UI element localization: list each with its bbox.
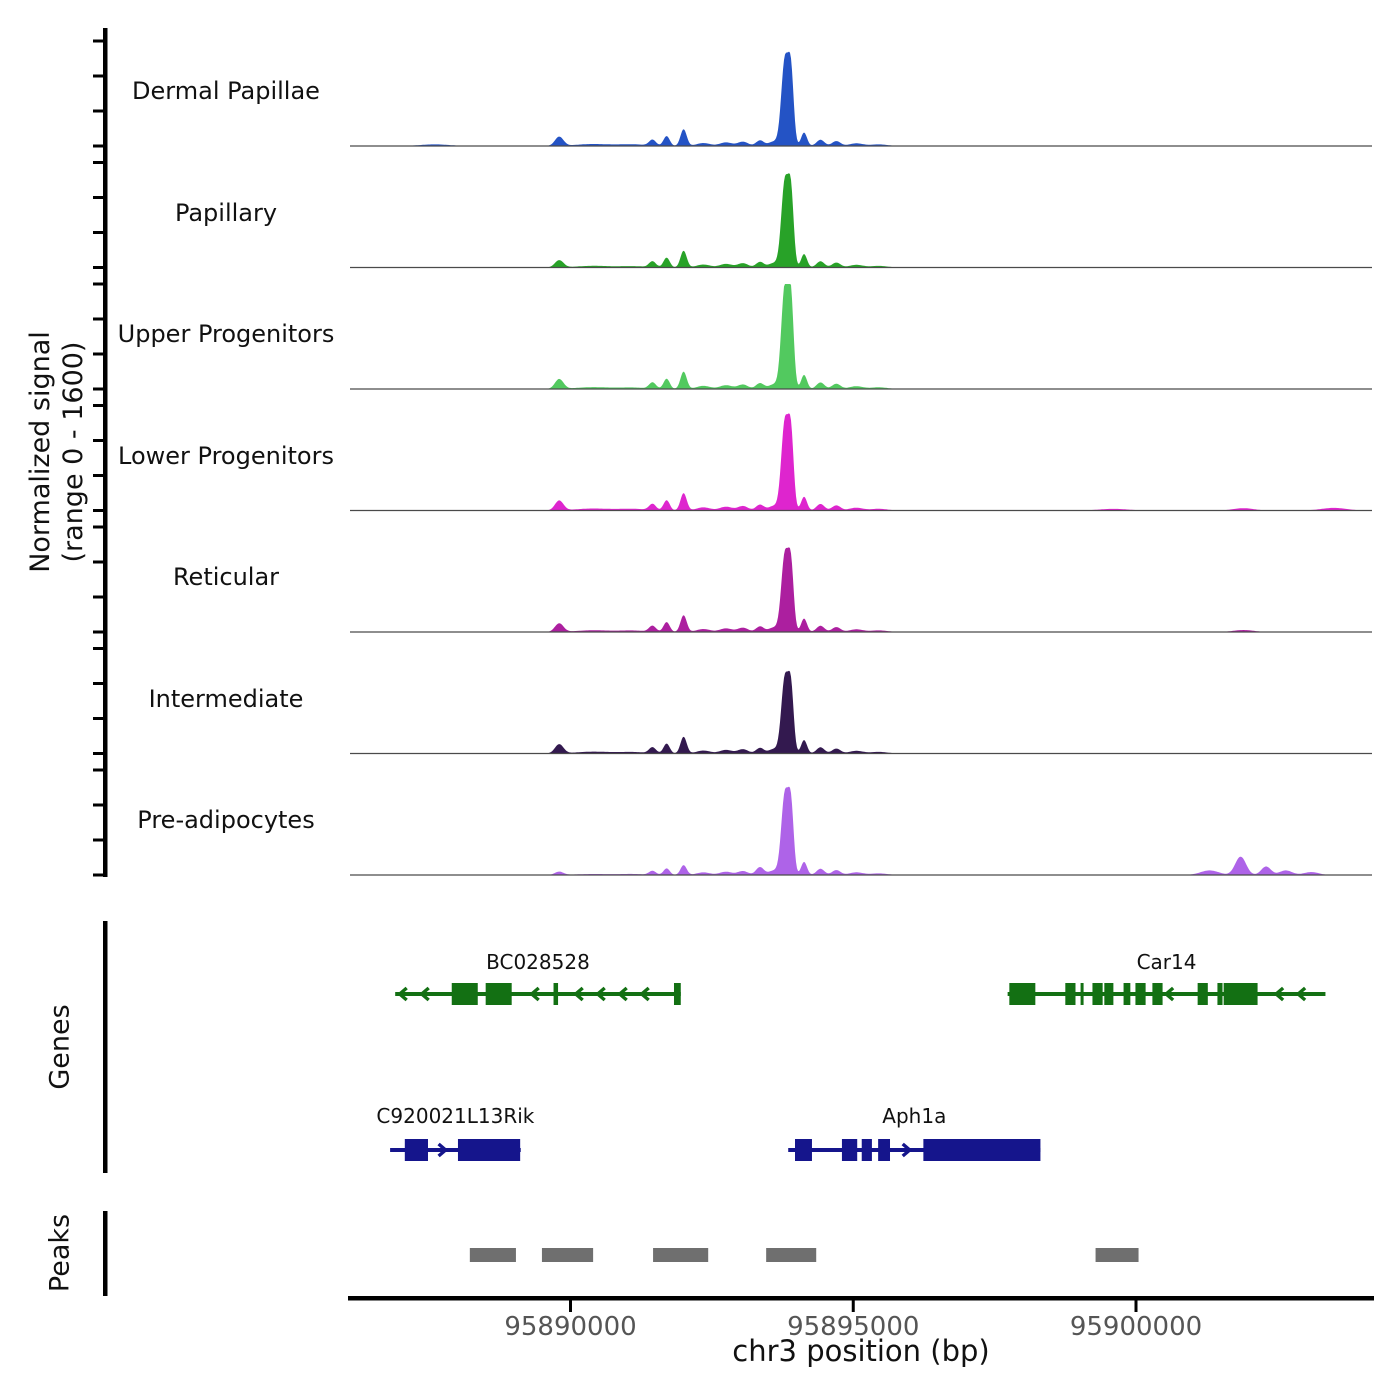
gene-model-c920021l13rik: [390, 1139, 521, 1161]
gene-label-c920021l13rik: C920021L13Rik: [376, 1104, 535, 1128]
peaks-section-label: Peaks: [44, 1213, 76, 1293]
x-axis-title: chr3 position (bp): [732, 1334, 990, 1368]
gene-model-bc028528: [395, 983, 681, 1005]
x-tick-label-95895000: 95895000: [787, 1312, 920, 1342]
track-label-dermal-papillae: Dermal Papillae: [132, 77, 320, 105]
track-label-upper-progenitors: Upper Progenitors: [117, 320, 335, 348]
y-axis-label-line2: (range 0 - 1600): [58, 341, 89, 563]
peak-regions: [470, 1248, 1139, 1262]
track-label-reticular: Reticular: [172, 563, 280, 591]
gene-model-car14: [1008, 983, 1326, 1005]
signal-track-upper-progenitors: [350, 284, 1372, 389]
x-tick-label-95900000: 95900000: [1069, 1312, 1203, 1342]
y-axis-label: [24, 331, 90, 573]
signal-track-reticular: [350, 547, 1372, 632]
signal-track-lower-progenitors: [350, 413, 1372, 510]
y-axis-label-line1: Normalized signal: [25, 331, 56, 573]
signal-track-papillary: [350, 173, 1372, 267]
gene-label-car14: Car14: [1136, 950, 1197, 974]
gene-label-bc028528: BC028528: [486, 950, 590, 974]
gene-label-aph1a: Aph1a: [882, 1104, 947, 1128]
track-label-lower-progenitors: Lower Progenitors: [118, 441, 334, 470]
x-axis: [348, 1296, 1374, 1312]
gene-model-aph1a: [788, 1139, 1040, 1161]
signal-track-intermediate: [350, 671, 1372, 754]
signal-track-pre-adipocytes: [350, 787, 1372, 875]
x-tick-label-95890000: 95890000: [504, 1312, 637, 1342]
genes-section-label: Genes: [44, 1004, 76, 1090]
track-label-intermediate: Intermediate: [148, 684, 304, 713]
track-label-pre-adipocytes: Pre-adipocytes: [137, 806, 315, 834]
track-label-papillary: Papillary: [174, 198, 278, 227]
signal-track-dermal-papillae: [350, 52, 1372, 146]
